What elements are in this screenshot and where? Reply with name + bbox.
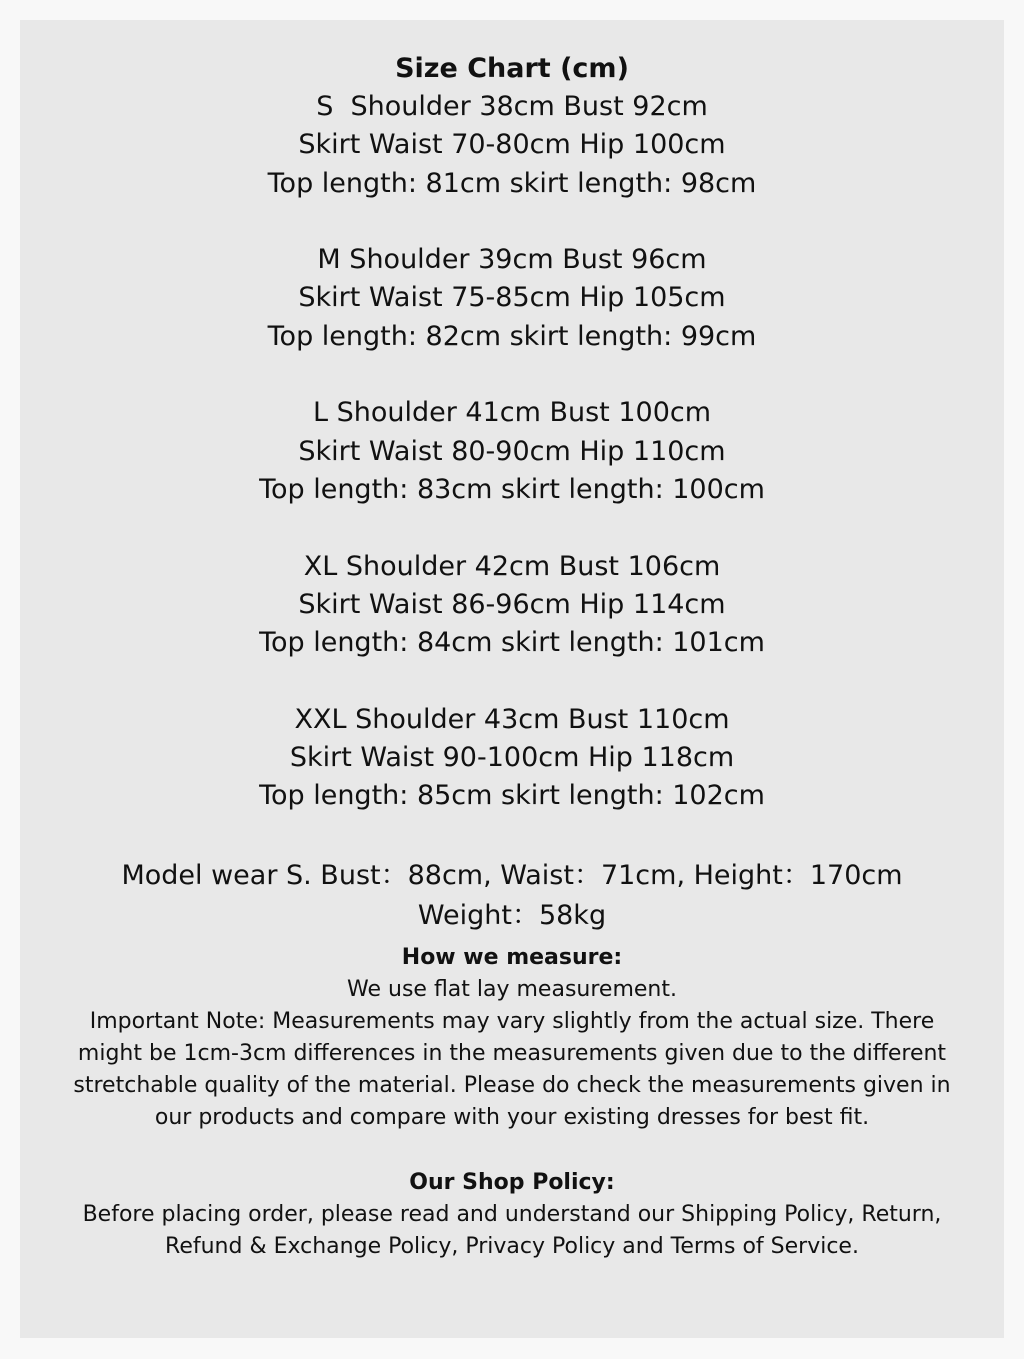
size-l-line-2: Skirt Waist 80-90cm Hip 110cm: [298, 435, 726, 467]
size-block-m: [20, 241, 1004, 356]
size-xl-line-2: Skirt Waist 86-96cm Hip 114cm: [298, 588, 726, 620]
model-info: [20, 856, 1004, 936]
size-xxl-line-3: Top length: 85cm skirt length: 102cm: [259, 780, 765, 812]
size-s-line-3: Top length: 81cm skirt length: 98cm: [267, 167, 757, 199]
size-l-line-1: L Shoulder 41cm Bust 100cm: [312, 397, 712, 429]
size-xxl-line-1: XXL Shoulder 43cm Bust 110cm: [294, 703, 730, 735]
size-m-line-2: Skirt Waist 75-85cm Hip 105cm: [298, 282, 726, 314]
size-chart-title: Size Chart (cm): [395, 53, 629, 84]
size-s-line-2: Skirt Waist 70-80cm Hip 100cm: [298, 129, 726, 161]
size-m-line-1: M Shoulder 39cm Bust 96cm: [317, 244, 707, 276]
size-xxl-line-2: Skirt Waist 90-100cm Hip 118cm: [289, 742, 735, 774]
size-chart-card: [20, 20, 1004, 1338]
size-s-line-1: S Shoulder 38cm Bust 92cm: [316, 91, 708, 122]
size-xl-line-3: Top length: 84cm skirt length: 101cm: [259, 627, 765, 659]
model-info-line-1: Model wear S. Bust：88cm, Waist：71cm, Height：170cm: [121, 859, 903, 891]
size-m-line-3: Top length: 82cm skirt length: 99cm: [267, 320, 757, 352]
size-block-xl: [20, 548, 1004, 663]
flat-lay-line: We use flat lay measurement.: [347, 976, 677, 1002]
shop-policy-heading: Our Shop Policy:: [409, 1169, 615, 1195]
size-block-l: [20, 394, 1004, 509]
size-xl-line-1: XL Shoulder 42cm Bust 106cm: [303, 550, 721, 582]
shop-policy-text: Before placing order, please read and understand our Shipping Policy, Return, Refund & Exchange Policy, Privacy Policy and Terms of Service.: [82, 1201, 942, 1259]
how-we-measure-text: [20, 974, 1004, 1134]
size-block-xxl: [20, 701, 1004, 816]
size-block-s: [20, 88, 1004, 203]
important-note: Important Note: Measurements may vary slightly from the actual size. There might be 1cm-3cm differences in the measurements given due to the different stretchable quality of the material. Please do check the measurements given in our products and compare with your existing dresses for best fit.: [73, 1008, 951, 1130]
how-we-measure-heading: How we measure:: [401, 944, 623, 970]
model-info-line-2: Weight：58kg: [417, 899, 607, 931]
size-l-line-3: Top length: 83cm skirt length: 100cm: [259, 473, 765, 505]
